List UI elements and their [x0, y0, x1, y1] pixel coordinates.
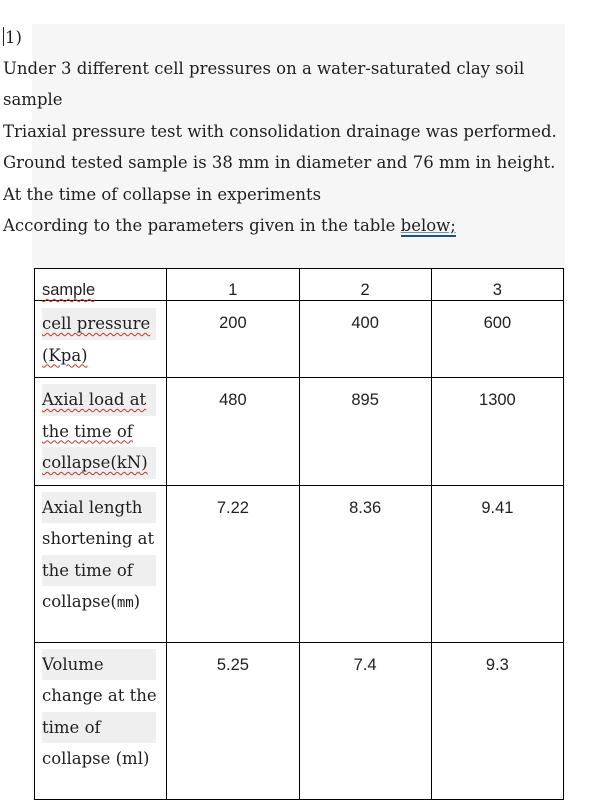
- table-row: [35, 378, 564, 486]
- table-cell: [299, 269, 431, 301]
- table-cell: cell pressure (Kpa): [35, 301, 167, 378]
- table-row: [35, 642, 564, 799]
- cell-value: 400: [351, 314, 379, 332]
- cell-value: 200: [219, 314, 247, 332]
- header-label: sample: [42, 281, 96, 299]
- cell-value: 9.41: [481, 498, 514, 517]
- cell-value: 895: [351, 391, 379, 409]
- table-cell: [35, 269, 167, 301]
- table-row: [35, 301, 564, 378]
- header-col: 1: [228, 281, 238, 299]
- table-cell: Axial load at the time of collapse(kN): [35, 378, 167, 486]
- cell-value: 7.4: [353, 655, 377, 674]
- table-cell: [299, 485, 431, 642]
- table-cell: [167, 301, 299, 378]
- header-col: 2: [360, 281, 370, 299]
- paragraph-line: sample: [3, 90, 63, 109]
- text-cursor: [3, 27, 4, 46]
- paragraph-line: At the time of collapse in experiments: [3, 185, 322, 204]
- table-cell: [299, 642, 431, 799]
- table-cell: Axial length shortening at the time of collapse(mm): [35, 485, 167, 642]
- header-col: 3: [492, 281, 502, 299]
- table-cell: [167, 642, 299, 799]
- question-number: 1): [5, 28, 22, 47]
- table-cell: [431, 642, 563, 799]
- table-cell: [167, 269, 299, 301]
- paragraph-line: Ground tested sample is 38 mm in diameter and 76 mm in height.: [3, 153, 556, 172]
- table-cell: [431, 485, 563, 642]
- table-row: [35, 485, 564, 642]
- cell-value: 600: [483, 314, 512, 332]
- table-cell: Volume change at the time of collapse (ml): [35, 642, 167, 799]
- table-cell: [431, 269, 563, 301]
- cell-value: 5.25: [216, 655, 249, 674]
- paragraph-line: According to the parameters given in the table below;: [3, 216, 456, 235]
- cell-value: 480: [219, 391, 247, 409]
- cell-value: 1300: [479, 391, 516, 409]
- data-table: [34, 268, 564, 800]
- cell-value: 8.36: [349, 498, 382, 517]
- hyperlink-below[interactable]: below;: [400, 216, 456, 235]
- table-cell: [431, 378, 563, 486]
- table-cell: [299, 301, 431, 378]
- table-cell: [299, 378, 431, 486]
- cell-value: 9.3: [485, 655, 509, 674]
- paragraph-line: Under 3 different cell pressures on a water-saturated clay soil: [3, 59, 525, 78]
- table-cell: [431, 301, 563, 378]
- table-cell: [167, 378, 299, 486]
- table-cell: [167, 485, 299, 642]
- table-header-row: [35, 269, 564, 301]
- paragraph-line: Triaxial pressure test with consolidation drainage was performed.: [3, 122, 557, 141]
- cell-value: 7.22: [216, 498, 249, 517]
